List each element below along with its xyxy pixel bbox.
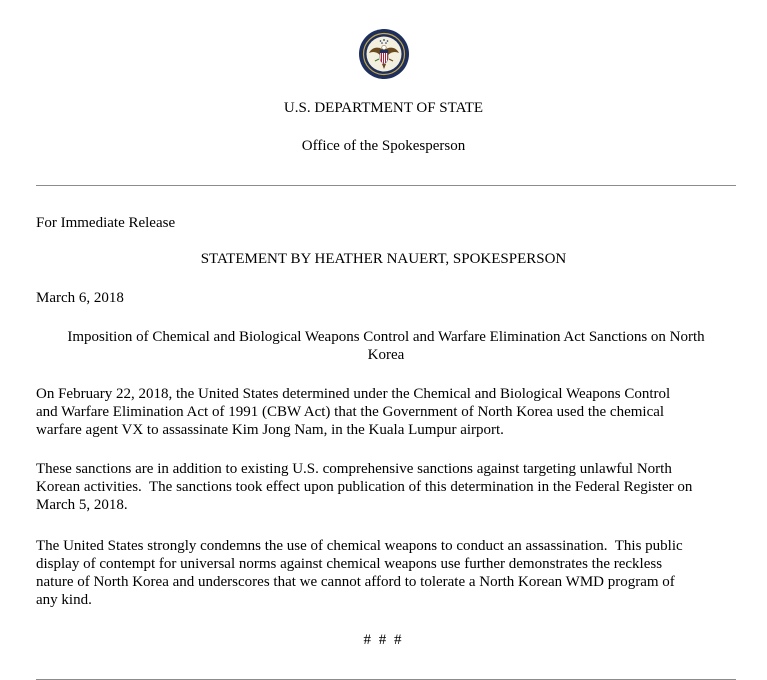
paragraph-line: March 5, 2018. bbox=[36, 497, 128, 513]
release-label: For Immediate Release bbox=[36, 215, 176, 231]
paragraph-determination bbox=[36, 385, 746, 439]
paragraph-line: and Warfare Elimination Act of 1991 (CBW Act) that the Government of North Korea used the chemical bbox=[36, 404, 665, 420]
paragraph-sanctions bbox=[36, 460, 746, 514]
paragraph-line: nature of North Korea and underscores that we cannot afford to tolerate a North Korean WMD program of bbox=[36, 574, 675, 590]
subject-line: Imposition of Chemical and Biological Weapons Control and Warfare Elimination Act Sanctions on North bbox=[67, 329, 705, 345]
paragraph-line: warfare agent VX to assassinate Kim Jong Nam, in the Kuala Lumpur airport. bbox=[36, 422, 504, 438]
subject-line: Korea bbox=[367, 347, 405, 363]
office-name: Office of the Spokesperson bbox=[301, 138, 466, 154]
release-date: March 6, 2018 bbox=[36, 290, 124, 306]
paragraph-line: display of contempt for universal norms against chemical weapons use further demonstrates the reckless bbox=[36, 556, 663, 572]
paragraph-line: Korean activities. The sanctions took effect upon publication of this determination in the Federal Register on bbox=[36, 479, 693, 495]
paragraph-line: These sanctions are in addition to existing U.S. comprehensive sanctions against targeting unlawful North bbox=[36, 461, 672, 477]
agency-name: U.S. DEPARTMENT OF STATE bbox=[283, 100, 484, 116]
statement-title: STATEMENT BY HEATHER NAUERT, SPOKESPERSON bbox=[200, 251, 567, 267]
department-of-state-seal-icon bbox=[358, 28, 410, 80]
end-mark: # # # bbox=[363, 632, 404, 648]
paragraph-condemnation bbox=[36, 537, 746, 609]
paragraph-line: any kind. bbox=[36, 592, 92, 608]
paragraph-line: On February 22, 2018, the United States determined under the Chemical and Biological Weapons Control bbox=[36, 386, 671, 402]
subject-heading bbox=[36, 328, 736, 364]
paragraph-line: The United States strongly condemns the use of chemical weapons to conduct an assassination. This public bbox=[36, 538, 683, 554]
top-divider bbox=[36, 185, 736, 186]
